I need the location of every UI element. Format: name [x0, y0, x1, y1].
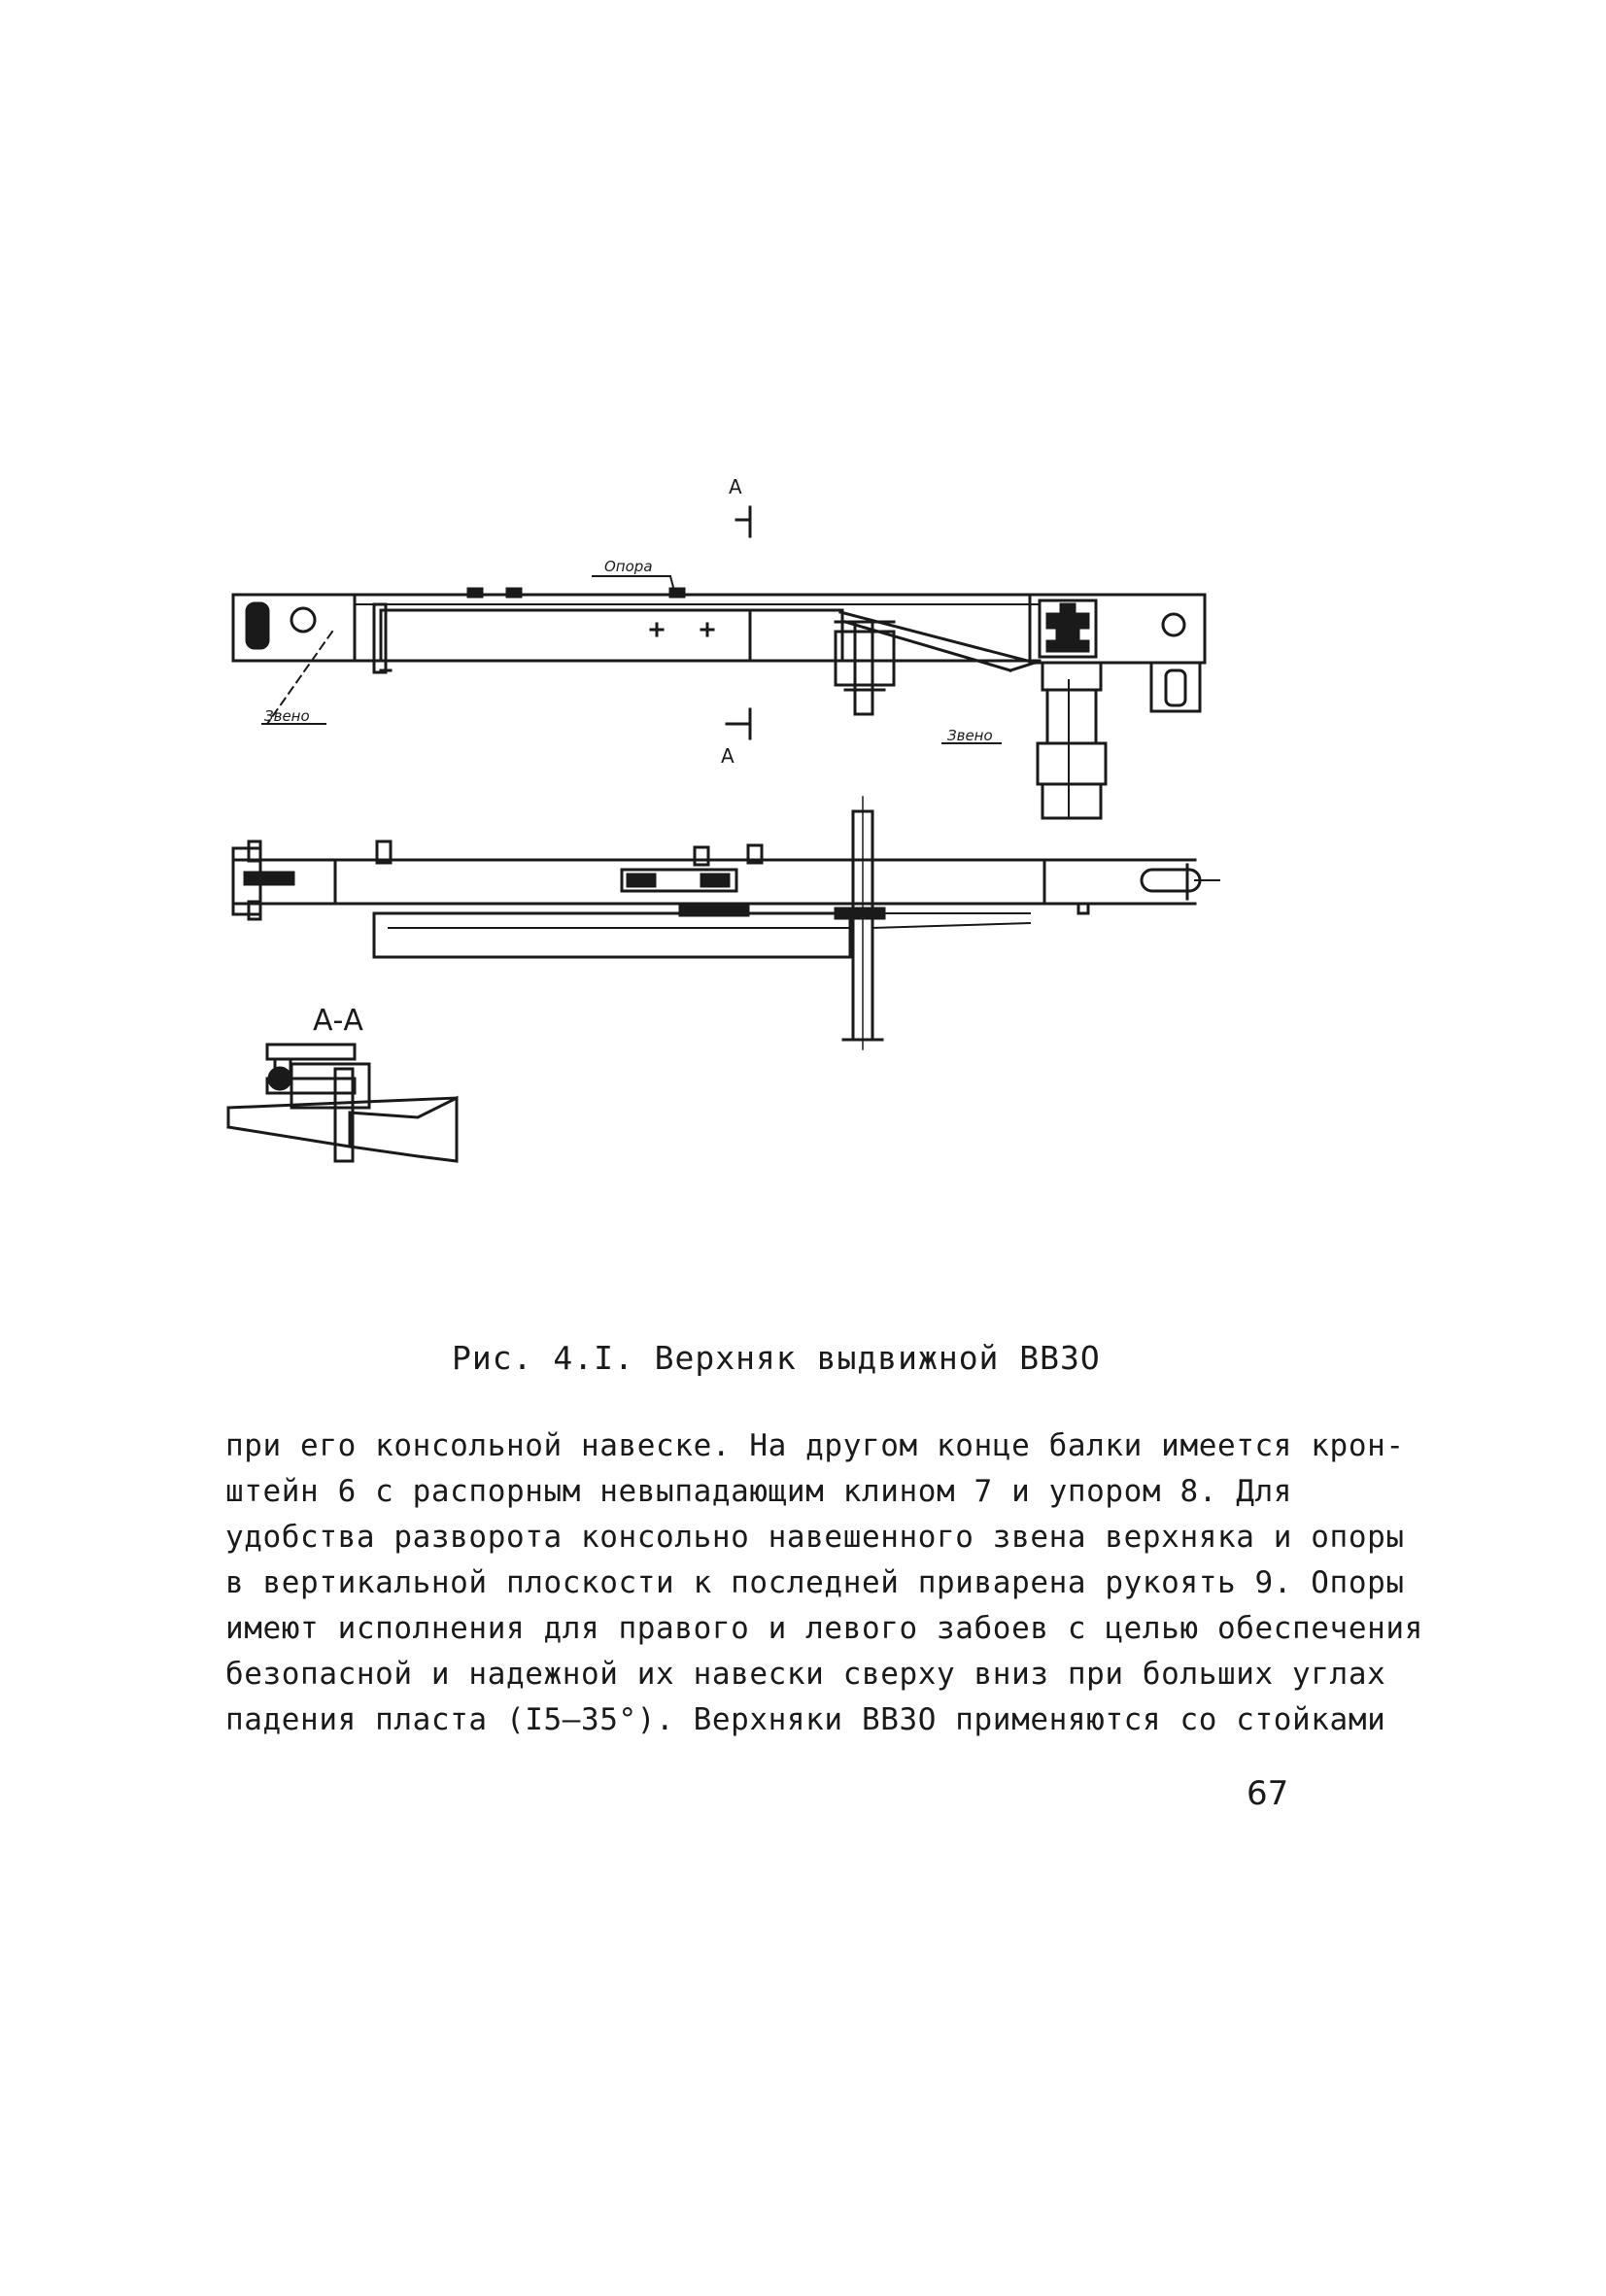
- text-line: удобства разворота консольно навешенного звена верхняка и опоры: [225, 1520, 1405, 1555]
- text-line: штейн 6 с распорным невыпадающим клином 7 и упором 8. Для: [225, 1474, 1293, 1509]
- text-line: в вертикальной плоскости к последней приварена рукоять 9. Опоры: [225, 1565, 1405, 1600]
- text-line: безопасной и надежной их навески сверху вниз при больших углах: [225, 1657, 1386, 1692]
- section-mark-top: A: [729, 475, 742, 498]
- text-line: имеют исполнения для правого и левого забоев с целью обеспечения: [225, 1611, 1423, 1646]
- body-paragraph: [225, 1423, 1423, 1743]
- section-aa-label: А-А: [313, 1004, 363, 1038]
- plan-view: [233, 797, 1219, 1049]
- section-mark-bottom: A: [721, 744, 735, 768]
- text-line: при его консольной навеске. На другом конце балки имеется крон-: [225, 1428, 1405, 1463]
- zveno-label-right: Звено: [947, 727, 993, 744]
- page-number: 67: [1247, 1774, 1289, 1813]
- side-view: [233, 507, 1205, 818]
- zveno-label-left: Звено: [264, 707, 310, 725]
- opora-label: Опора: [604, 558, 653, 575]
- text-line: падения пласта (I5–35°). Верхняки ВВЗО применяются со стойками: [225, 1702, 1386, 1737]
- section-view: [228, 1045, 457, 1161]
- figure-caption: Рис. 4.I. Верхняк выдвижной ВВЗО: [452, 1339, 1101, 1377]
